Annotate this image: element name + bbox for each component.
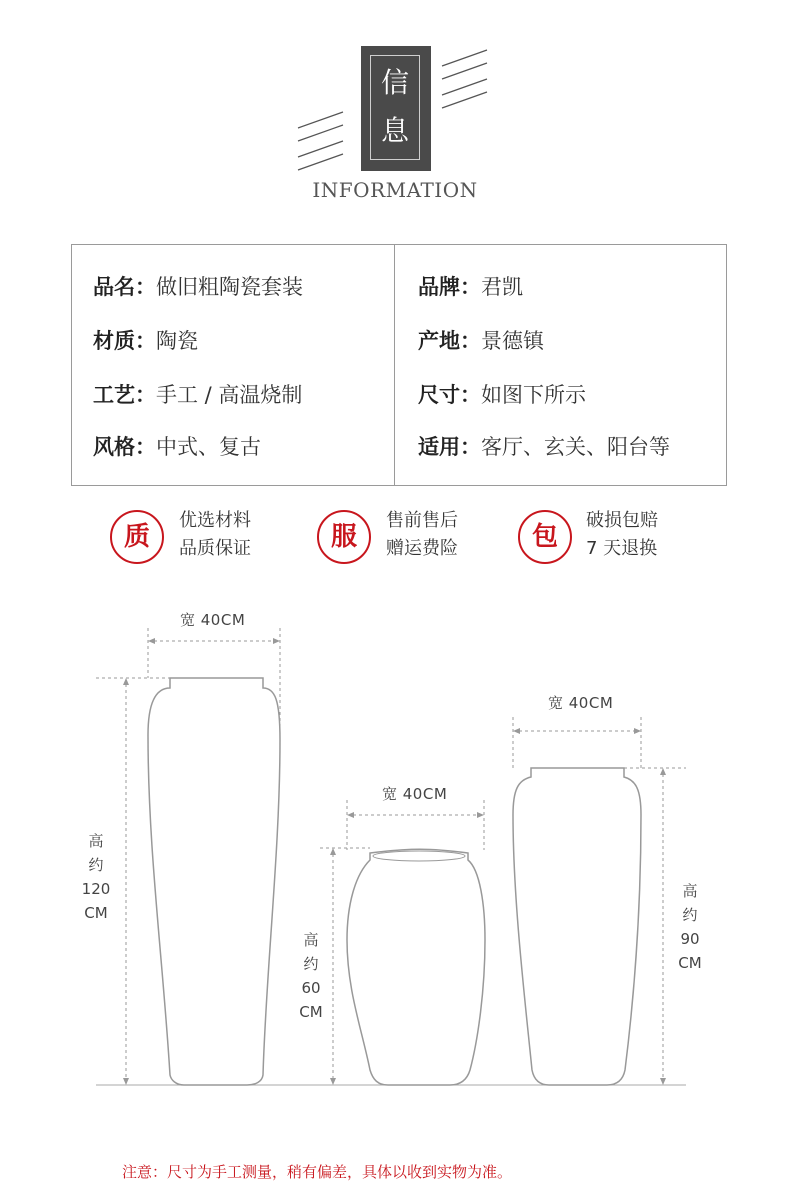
right-vase-outline [513,768,641,1085]
tall-vase-width-label: 宽 40CM [180,611,246,629]
info-value: 景德镇 [481,329,544,353]
height-label-line: 60 [301,979,321,997]
info-value: 如图下所示 [481,383,586,407]
info-label: 适用： [418,435,481,459]
tall-vase-outline [148,678,280,1085]
title-char-2: 息 [380,114,409,147]
badge-line: 破损包赔 [586,510,658,531]
badge-line: 7 天退换 [586,538,658,559]
info-label: 工艺： [93,383,156,407]
service-badge-icon: 服 [317,510,371,564]
height-label-line: 约 [303,955,319,973]
info-label: 品牌： [418,275,481,299]
height-label-line: 高 [88,832,104,850]
title-char-1: 信 [380,66,409,99]
medium-vase-height-label [291,928,331,1024]
info-label: 品名： [93,275,156,299]
height-label-line: CM [84,904,108,922]
right-vase-width-label: 宽 40CM [548,694,614,712]
info-label: 风格： [93,435,156,459]
height-label-line: CM [299,1003,323,1021]
info-value: 做旧粗陶瓷套装 [156,275,303,299]
footnote: 注意：尺寸为手工测量，稍有偏差，具体以收到实物为准。 [122,1163,513,1181]
height-label-line: 高 [303,931,319,949]
info-label: 产地： [418,329,481,353]
guarantee-badge-icon: 包 [518,510,572,564]
info-value: 陶瓷 [156,329,198,353]
height-label-line: 高 [682,882,698,900]
height-label-line: 90 [680,930,700,948]
info-value: 客厅、玄关、阳台等 [481,435,670,459]
info-label: 尺寸： [418,383,481,407]
height-label-line: 120 [81,880,111,898]
info-subtitle: INFORMATION [312,178,478,202]
height-label-line: CM [678,954,702,972]
info-label: 材质： [93,329,156,353]
badge-line: 优选材料 [179,510,251,531]
tall-vase-height-label [76,829,116,925]
info-value: 君凯 [481,275,523,299]
medium-vase-mouth [373,851,465,861]
badge-line: 售前售后 [386,510,458,531]
height-label-line: 约 [88,856,104,874]
height-label-line: 约 [682,906,698,924]
medium-vase-outline [347,849,485,1085]
badge-line: 赠运费险 [386,538,458,559]
info-value: 中式、复古 [156,435,261,459]
quality-badge-icon: 质 [110,510,164,564]
info-value: 手工 / 高温烧制 [156,383,303,407]
badge-line: 品质保证 [179,538,251,559]
right-vase-height-label [670,879,710,975]
medium-vase-width-label: 宽 40CM [382,785,448,803]
